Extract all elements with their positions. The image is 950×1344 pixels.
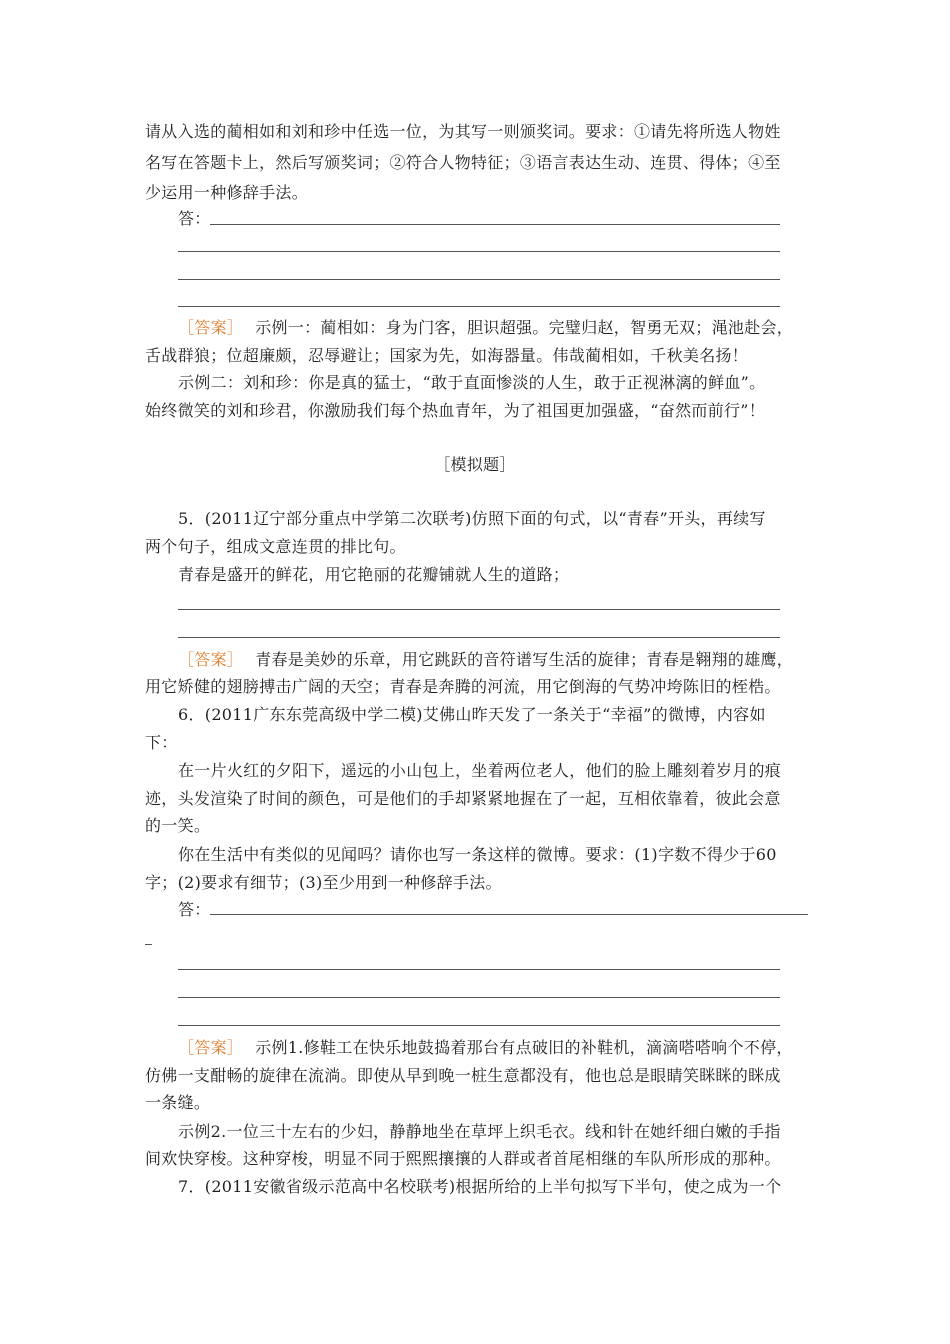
answer-prompt: 答： [178, 209, 211, 228]
section-heading: ［模拟题］ [434, 455, 516, 474]
question-text: 的一笑。 [145, 816, 211, 835]
question-text: 请从入选的蔺相如和刘和珍中任选一位，为其写一则颁奖词。要求：①请先将所选人物姓 [145, 122, 781, 141]
question-text: 青春是盛开的鲜花，用它艳丽的花瓣铺就人生的道路； [178, 565, 570, 584]
answer-blank-line [178, 251, 780, 252]
answer-line: 舌战群狼；位超廉颇，忍辱避让；国家为先，如海器量。伟哉蔺相如，千秋美名扬！ [145, 346, 749, 365]
question-text: 名写在答题卡上，然后写颁奖词；②符合人物特征；③语言表达生动、连贯、得体；④至 [145, 153, 781, 172]
question-text: 你在生活中有类似的见闻吗？请你也写一条这样的微博。要求：(1)字数不得少于60 [178, 845, 777, 864]
answer-blank-line [178, 1025, 780, 1026]
answer-line: 示例2.一位三十左右的少妇，静静地坐在草坪上织毛衣。线和针在她纤细白嫩的手指 [178, 1122, 781, 1141]
answer-line: 间欢快穿梭。这种穿梭，明显不同于熙熙攘攘的人群或者首尾相继的车队所形成的那种。 [145, 1149, 781, 1168]
answer-blank-line [178, 279, 780, 280]
answer-blank-line [178, 609, 780, 610]
answer-prompt: 答： [178, 900, 211, 919]
question-text: 字；(2)要求有细节；(3)至少用到一种修辞手法。 [145, 873, 502, 892]
question-text: 7．(2011安徽省级示范高中名校联考)根据所给的上半句拟写下半句，使之成为一个 [178, 1177, 782, 1196]
answer-line: ［答案］ 示例1.修鞋工在快乐地鼓捣着那台有点破旧的补鞋机，滴滴嗒嗒响个不停， [178, 1038, 793, 1057]
answer-blank-line [178, 637, 780, 638]
answer-line: 用它矫健的翅膀搏击广阔的天空；青春是奔腾的河流，用它倒海的气势冲垮陈旧的桎梏。 [145, 677, 781, 696]
question-text: 下： [145, 733, 178, 752]
question-text: 5．(2011辽宁部分重点中学第二次联考)仿照下面的句式，以“青春”开头，再续写 [178, 509, 766, 528]
answer-blank-line [145, 944, 152, 945]
answer-blank-line [178, 969, 780, 970]
answer-blank-line [178, 306, 780, 307]
answer-line: 一条缝。 [145, 1093, 211, 1112]
answer-label: ［答案］ [178, 650, 244, 669]
answer-line: 始终微笑的刘和珍君，你激励我们每个热血青年，为了祖国更加强盛，“奋然而前行”！ [145, 401, 766, 420]
answer-blank-line [210, 224, 780, 225]
answer-line: ［答案］ 青春是美妙的乐章，用它跳跃的音符谱写生活的旋律；青春是翱翔的雄鹰， [178, 650, 794, 669]
answer-label: ［答案］ [178, 1038, 244, 1057]
answer-blank-line [178, 997, 780, 998]
question-text: 两个句子，组成文意连贯的排比句。 [145, 537, 406, 556]
answer-line: 仿佛一支酣畅的旋律在流淌。即使从早到晚一桩生意都没有，他也总是眼睛笑眯眯的眯成 [145, 1066, 781, 1085]
answer-line: ［答案］ 示例一：蔺相如：身为门客，胆识超强。完璧归赵，智勇无双；渑池赴会， [178, 318, 794, 337]
answer-line: 示例二：刘和珍：你是真的猛士，“敢于直面惨淡的人生，敢于正视淋漓的鲜血”。 [178, 373, 766, 392]
question-text: 少运用一种修辞手法。 [145, 183, 309, 202]
question-text: 6．(2011广东东莞高级中学二模)艾佛山昨天发了一条关于“幸福”的微博，内容如 [178, 705, 766, 724]
question-text: 在一片火红的夕阳下，遥远的小山包上，坐着两位老人，他们的脸上雕刻着岁月的痕 [178, 761, 782, 780]
question-text: 迹，头发渲染了时间的颜色，可是他们的手却紧紧地握在了一起，互相依靠着，彼此会意 [145, 789, 781, 808]
answer-label: ［答案］ [178, 318, 244, 337]
answer-blank-line [210, 914, 808, 915]
